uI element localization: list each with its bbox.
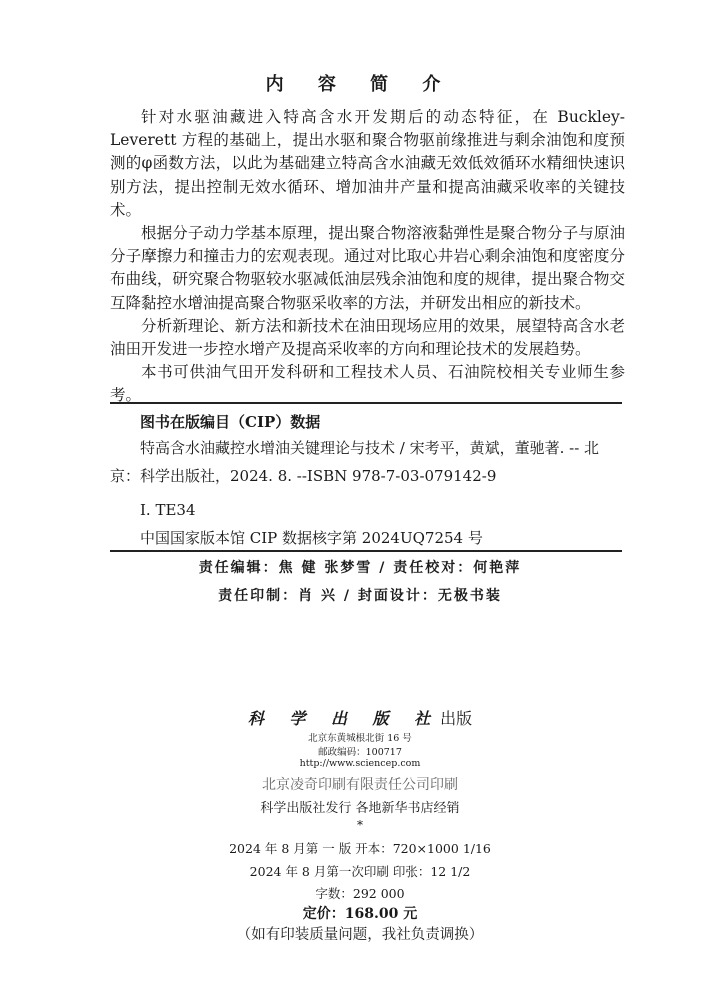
price-line: 定价：168.00 元 — [302, 906, 418, 922]
cip-top-divider — [110, 402, 622, 404]
publisher-name — [0, 706, 720, 729]
intro-paragraph: 分析新理论、新方法和新技术在油田现场应用的效果，展望特高含水老油田开发进一步控水增产及提高采收率的方向和理论技术的发展趋势。 — [110, 316, 625, 359]
cip-isbn-line: 京：科学出版社，2024. 8. --ISBN 978-7-03-079142-9 — [110, 467, 497, 485]
word-count: 字数：292 000 — [315, 886, 405, 901]
intro-paragraph: 针对水驱油藏进入特高含水开发期后的动态特征，在 Buckley-Leverett 方程的基础上，提出水驱和聚合物驱前缘推进与剩余油饱和度预测的φ函数方法，以此为基础建立特高含水油藏无效低效循环水精细快速识别方法，提出控制无效水循环、增加油井产量和提高油藏采收率的关键技术。 — [110, 108, 625, 219]
intro-paragraph: 本书可供油气田开发科研和工程技术人员、石油院校相关专业师生参考。 — [110, 363, 625, 405]
publisher-suffix: 出版 — [440, 709, 473, 728]
cip-bottom-divider — [110, 550, 622, 552]
publisher-address: 北京东黄城根北街 16 号 — [308, 733, 412, 744]
page-title: 内 容 简 介 — [265, 74, 455, 95]
cip-title-line: 特高含水油藏控水增油关键理论与技术 / 宋考平，黄斌，董驰著. -- 北 — [140, 439, 600, 457]
printer-line: 北京凌奇印刷有限责任公司印刷 — [262, 777, 458, 793]
cip-heading: 图书在版编目（CIP）数据 — [140, 413, 321, 431]
publisher-url: http://www.sciencep.com — [299, 758, 421, 769]
intro-paragraph: 根据分子动力学基本原理，提出聚合物溶液黏弹性是聚合物分子与原油分子摩擦力和撞击力的宏观表现。通过对比取心井岩心剩余油饱和度密度分布曲线，研究聚合物驱较水驱减低油层残余油饱和度的规律，提出聚合物交互降黏控水增油提高聚合物驱采收率的方法，并研发出相应的新技术。 — [110, 224, 625, 312]
cip-class-line: Ⅰ. TE34 — [140, 501, 196, 519]
separator-star: * — [357, 818, 363, 832]
publisher-logo-text: 科 学 出 版 社 — [247, 709, 441, 728]
printing-line: 2024 年 8 月第一次印刷 印张：12 1/2 — [249, 864, 471, 879]
publisher-zip: 邮政编码：100717 — [318, 747, 402, 758]
production-credits: 责任印制：肖 兴 / 封面设计：无极书装 — [218, 588, 502, 604]
quality-notice: （如有印装质量问题，我社负责调换） — [236, 927, 484, 943]
distribution-line: 科学出版社发行 各地新华书店经销 — [260, 801, 460, 816]
edition-line: 2024 年 8 月第 一 版 开本：720×1000 1/16 — [229, 841, 491, 856]
intro-section — [110, 106, 625, 408]
editor-credits: 责任编辑：焦 健 张梦雪 / 责任校对：何艳萍 — [198, 560, 522, 576]
cip-record-line: 中国国家版本馆 CIP 数据核字第 2024UQ7254 号 — [140, 529, 483, 547]
